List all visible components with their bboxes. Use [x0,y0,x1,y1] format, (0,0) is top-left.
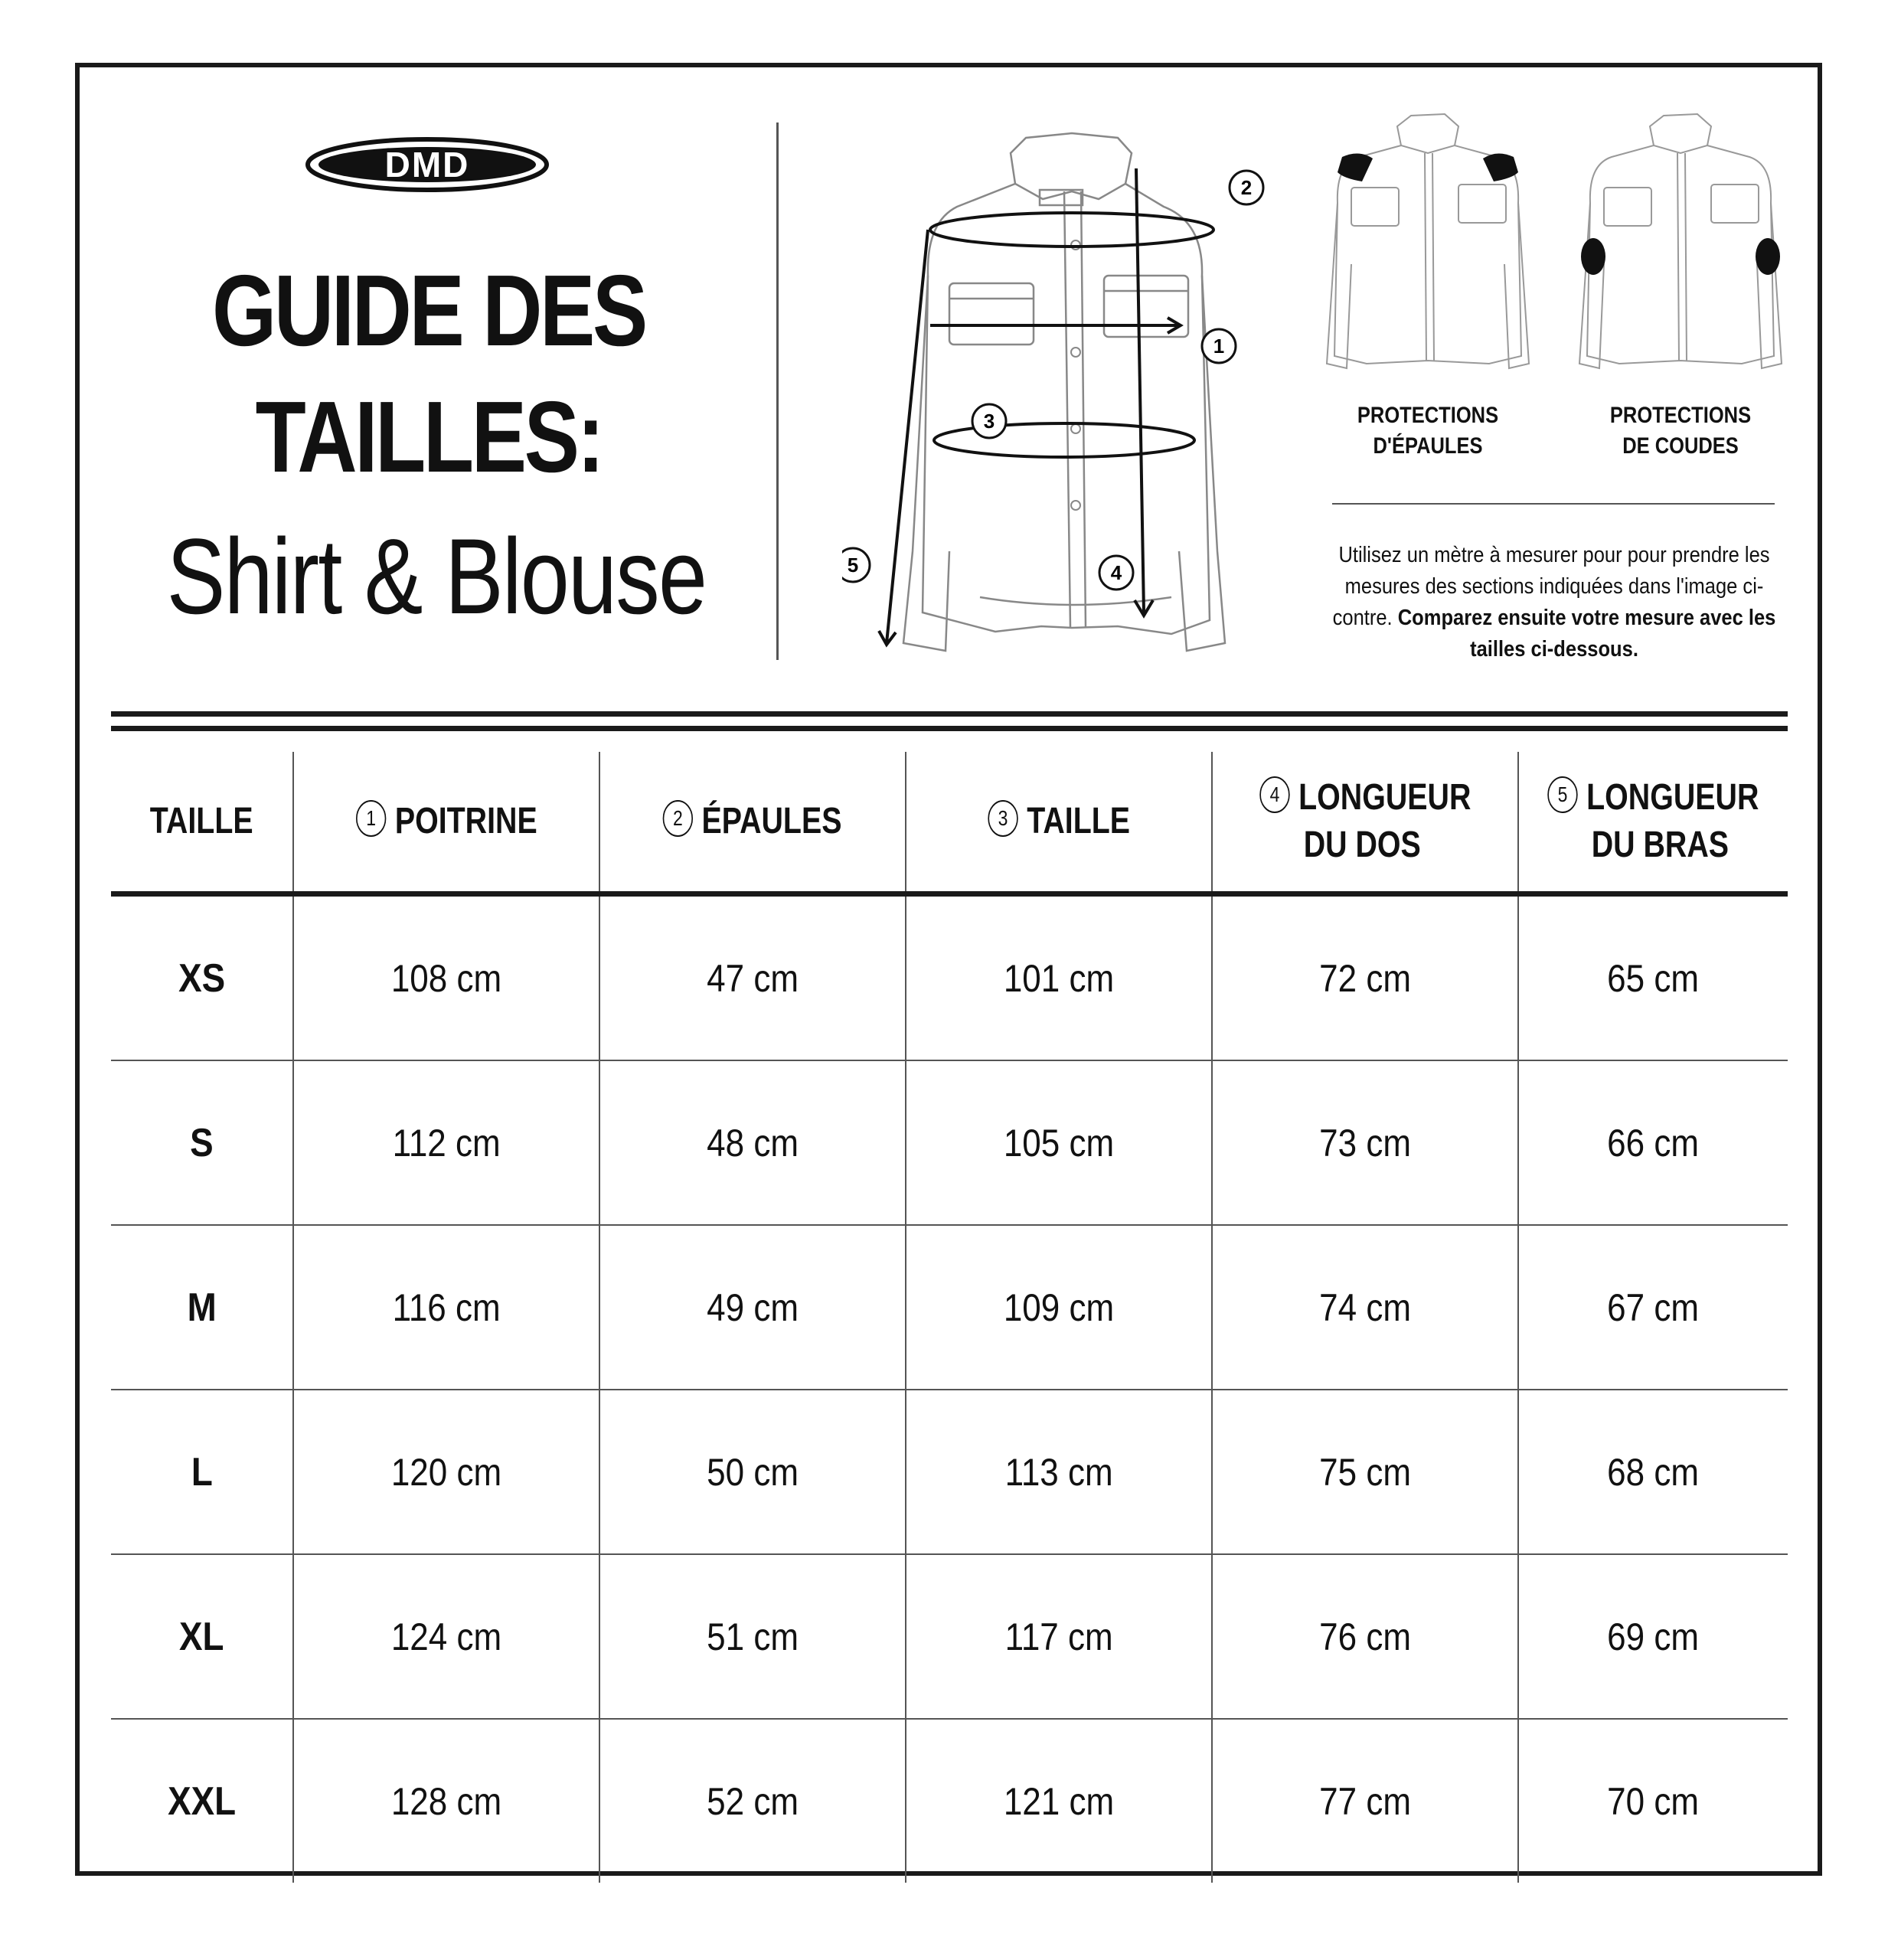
instructions-divider [1332,503,1775,505]
header-back-length: 4 LONGUEUR DU DOS [1212,752,1518,894]
svg-text:3: 3 [983,410,995,433]
measure-cell: 117 cm [906,1554,1212,1719]
measure-cell: 108 cm [293,894,599,1061]
svg-text:1: 1 [1213,335,1225,358]
size-cell: XXL [111,1719,293,1883]
measure-cell: 67 cm [1518,1225,1788,1390]
measure-cell: 121 cm [906,1719,1212,1883]
shoulder-protection-label: PROTECTIONS D'ÉPAULES [1357,403,1499,459]
measure-cell: 105 cm [906,1060,1212,1225]
measure-cell: 112 cm [293,1060,599,1225]
table-row [111,1719,1788,1883]
measure-cell: 74 cm [1212,1225,1518,1390]
page-title-line1: GUIDE DES [212,254,645,367]
size-cell: S [111,1060,293,1225]
measure-cell: 68 cm [1518,1390,1788,1554]
svg-text:5: 5 [847,554,859,577]
table-row [111,1390,1788,1554]
measure-cell: 72 cm [1212,894,1518,1061]
size-table [111,752,1788,1883]
header-shoulders: 2 ÉPAULES [599,752,906,894]
measure-cell: 124 cm [293,1554,599,1719]
table-row [111,894,1788,1061]
svg-text:4: 4 [1110,561,1122,584]
shirt-measure-diagram [842,122,1286,658]
header-divider [776,122,779,660]
measure-cell: 109 cm [906,1225,1212,1390]
measure-cell: 76 cm [1212,1554,1518,1719]
header-arm-length: 5 LONGUEUR DU BRAS [1518,752,1788,894]
logo-text: DMD [384,145,470,185]
measure-instructions: Utilisez un mètre à mesurer pour pour prendre les mesures des sections indiquées dans l'image ci-contre. Comparez ensuite votre mesure avec les tailles ci-dessous. [1332,543,1776,662]
measure-cell: 73 cm [1212,1060,1518,1225]
table-row [111,1554,1788,1719]
measure-cell: 75 cm [1212,1390,1518,1554]
size-cell: XL [111,1554,293,1719]
section-rule-top [111,711,1788,717]
measure-cell: 48 cm [599,1060,906,1225]
shoulder-protection-shirt-icon [1321,111,1535,379]
table-row [111,1060,1788,1225]
measure-cell: 128 cm [293,1719,599,1883]
measure-cell: 65 cm [1518,894,1788,1061]
measure-cell: 47 cm [599,894,906,1061]
measure-cell: 49 cm [599,1225,906,1390]
page-subtitle: Shirt & Blouse [166,516,707,636]
section-rule-bottom [111,726,1788,731]
svg-text:2: 2 [1240,176,1253,199]
elbow-protection-label: PROTECTIONS DE COUDES [1609,403,1752,459]
size-cell: XS [178,956,226,1001]
measure-cell: 52 cm [599,1719,906,1883]
header-waist: 3 TAILLE [906,752,1212,894]
size-table-header [111,752,1788,894]
measure-cell: 77 cm [1212,1719,1518,1883]
table-row [111,1225,1788,1390]
measure-cell: 66 cm [1518,1060,1788,1225]
page-title-line2: TAILLES: [255,381,603,493]
measure-cell: 69 cm [1518,1554,1788,1719]
measure-cell: 120 cm [293,1390,599,1554]
size-cell: M [111,1225,293,1390]
measure-cell: 116 cm [293,1225,599,1390]
measure-cell: 50 cm [599,1390,906,1554]
elbow-protection-shirt-icon [1573,111,1788,379]
measure-cell: 70 cm [1518,1719,1788,1883]
measure-cell: 51 cm [599,1554,906,1719]
size-cell: L [111,1390,293,1554]
dmd-logo [305,136,550,193]
header-size: TAILLE [111,752,293,894]
measure-cell: 113 cm [906,1390,1212,1554]
measure-cell: 101 cm [906,894,1212,1061]
header-chest: 1 POITRINE [293,752,599,894]
